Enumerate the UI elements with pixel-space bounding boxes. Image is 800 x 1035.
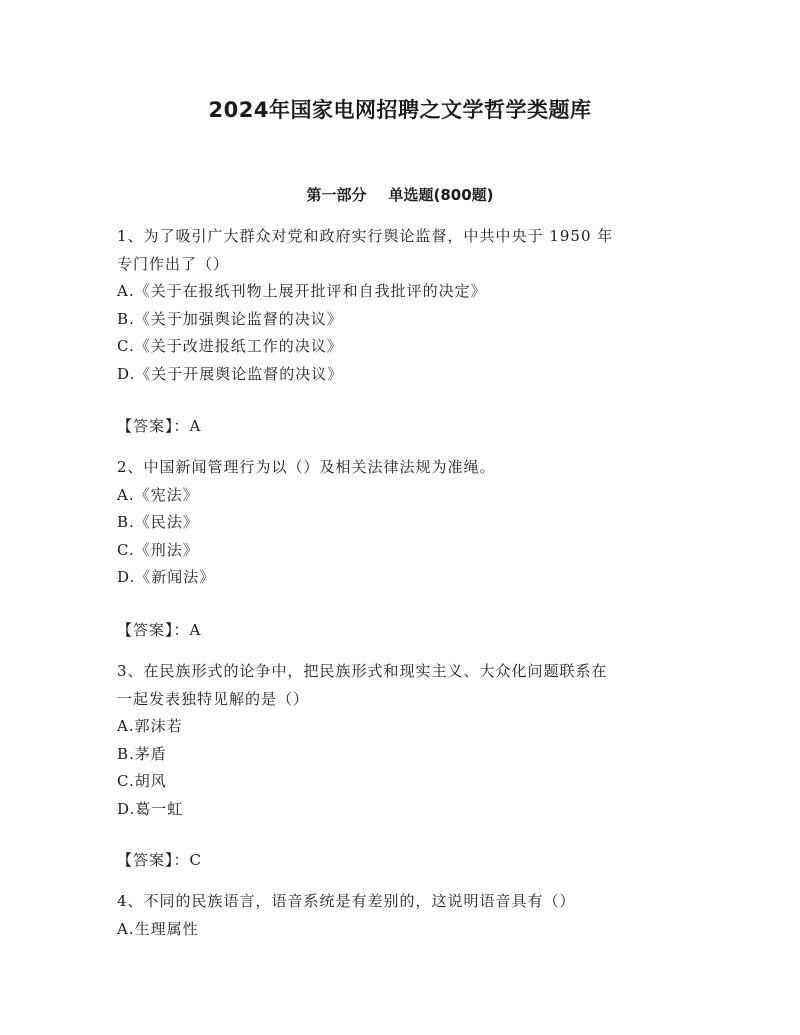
- answer-value: C: [189, 851, 202, 869]
- answer-tag: 【答案】：: [117, 621, 190, 639]
- option-a: A.生理属性: [117, 919, 199, 938]
- option-c: C.《关于改进报纸工作的决议》: [117, 337, 343, 355]
- question-2: [117, 454, 687, 592]
- option-d: D.《新闻法》: [117, 568, 216, 586]
- section-part: 第一部分: [306, 186, 367, 204]
- option-a: A.《关于在报纸刊物上展开批评和自我批评的决定》: [117, 282, 487, 300]
- option-a: A.郭沫若: [117, 717, 183, 735]
- answer-1: [117, 413, 201, 440]
- question-stem-line: 2、中国新闻管理行为以（）及相关法律法规为准绳。: [117, 458, 496, 476]
- question-3: [117, 658, 687, 823]
- question-4: [117, 888, 687, 943]
- question-stem-line: 1、为了吸引广大群众对党和政府实行舆论监督，中共中央于 1950 年: [117, 227, 614, 245]
- option-b: B.《关于加强舆论监督的决议》: [117, 309, 343, 328]
- question-stem-line: 4、不同的民族语言，语音系统是有差别的，这说明语音具有（）: [117, 892, 576, 910]
- answer-value: A: [189, 417, 202, 435]
- answer-tag: 【答案】：: [117, 417, 190, 435]
- question-stem-line: 一起发表独特见解的是（）: [117, 689, 310, 708]
- question-1: [117, 223, 687, 388]
- option-d: D.葛一虹: [117, 799, 184, 818]
- question-stem-line: 专门作出了（）: [117, 254, 230, 273]
- answer-tag: 【答案】：: [117, 851, 190, 869]
- question-stem-line: 3、在民族形式的论争中，把民族形式和现实主义、大众化问题联系在: [117, 662, 608, 680]
- document-title: 2024年国家电网招聘之文学哲学类题库: [208, 98, 592, 122]
- option-c: C.胡风: [117, 772, 167, 790]
- answer-2: [117, 617, 201, 644]
- option-a: A.《宪法》: [117, 485, 199, 504]
- option-d: D.《关于开展舆论监督的决议》: [117, 364, 344, 383]
- section-type: 单选题(800题): [388, 186, 494, 204]
- section-heading: [0, 184, 800, 205]
- option-b: B.《民法》: [117, 513, 199, 531]
- option-b: B.茅盾: [117, 744, 167, 763]
- option-c: C.《刑法》: [117, 540, 199, 559]
- answer-3: [117, 847, 202, 874]
- answer-value: A: [189, 621, 202, 639]
